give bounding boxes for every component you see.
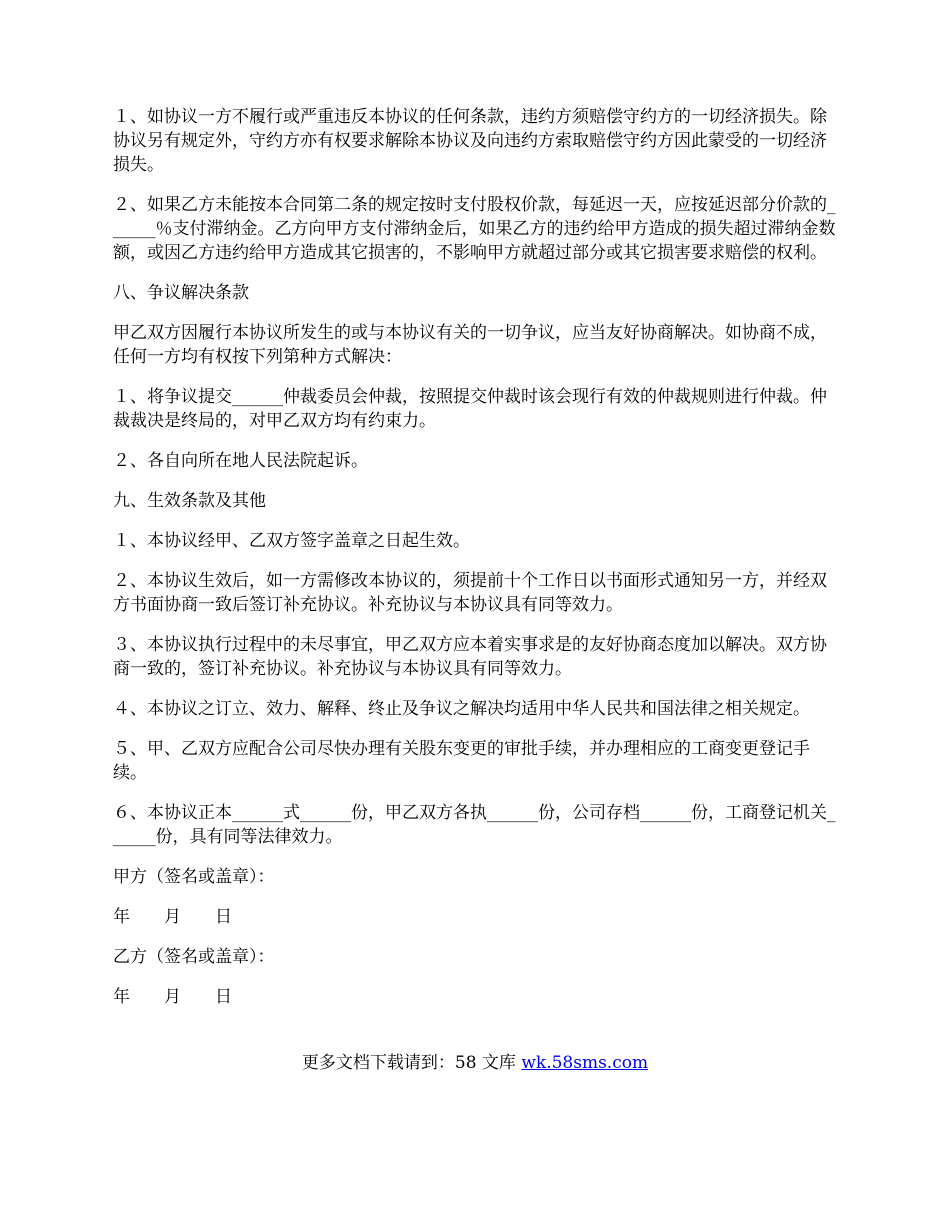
- clause-paragraph: ２、本协议生效后，如一方需修改本协议的，须提前十个工作日以书面形式通知另一方，并经双方书面协商一致后签订补充协议。补充协议与本协议具有同等效力。: [113, 571, 827, 615]
- footer-text: 更多文档下载请到：58 文库: [301, 1053, 522, 1073]
- party-b-signature-line: 乙方（签名或盖章）：: [113, 947, 275, 967]
- section-heading: 九、生效条款及其他: [113, 491, 266, 511]
- download-footer: [0, 1051, 950, 1075]
- clause-paragraph: １、本协议经甲、乙双方签字盖章之日起生效。: [113, 531, 470, 551]
- clause-paragraph: ２、如果乙方未能按本合同第二条的规定按时支付股权价款，每延迟一天，应按延迟部分价款的______％支付滞纳金。乙方向甲方支付滞纳金后，如果乙方的违约给甲方造成的损失超过滞纳金数额，或因乙方违约给甲方造成其它损害的，不影响甲方就超过部分或其它损害要求赔偿的权利。: [113, 195, 836, 263]
- clause-paragraph: １、将争议提交______仲裁委员会仲裁，按照提交仲裁时该会现行有效的仲裁规则进行仲裁。仲裁裁决是终局的，对甲乙双方均有约束力。: [113, 387, 827, 431]
- clause-paragraph: ６、本协议正本______式______份，甲乙双方各执______份，公司存档______份，工商登记机关______份，具有同等法律效力。: [113, 803, 836, 847]
- party-a-signature-line: 甲方（签名或盖章）：: [113, 867, 275, 887]
- clause-paragraph: ５、甲、乙双方应配合公司尽快办理有关股东变更的审批手续，并办理相应的工商变更登记手续。: [113, 739, 810, 783]
- party-b-date-line: 年 月 日: [113, 987, 232, 1007]
- clause-paragraph: 甲乙双方因履行本协议所发生的或与本协议有关的一切争议，应当友好协商解决。如协商不成，任何一方均有权按下列第种方式解决：: [113, 323, 827, 367]
- clause-paragraph: １、如协议一方不履行或严重违反本协议的任何条款，违约方须赔偿守约方的一切经济损失。除协议另有规定外，守约方亦有权要求解除本协议及向违约方索取赔偿守约方因此蒙受的一切经济损失。: [113, 107, 827, 175]
- footer-link[interactable]: wk.58sms.com: [521, 1053, 649, 1073]
- section-heading: 八、争议解决条款: [113, 283, 249, 303]
- document-body: [113, 105, 840, 1025]
- party-a-date-line: 年 月 日: [113, 907, 232, 927]
- clause-paragraph: ４、本协议之订立、效力、解释、终止及争议之解决均适用中华人民共和国法律之相关规定。: [113, 699, 810, 719]
- clause-paragraph: ２、各自向所在地人民法院起诉。: [113, 451, 368, 471]
- clause-paragraph: ３、本协议执行过程中的未尽事宜，甲乙双方应本着实事求是的友好协商态度加以解决。双方协商一致的，签订补充协议。补充协议与本协议具有同等效力。: [113, 635, 827, 679]
